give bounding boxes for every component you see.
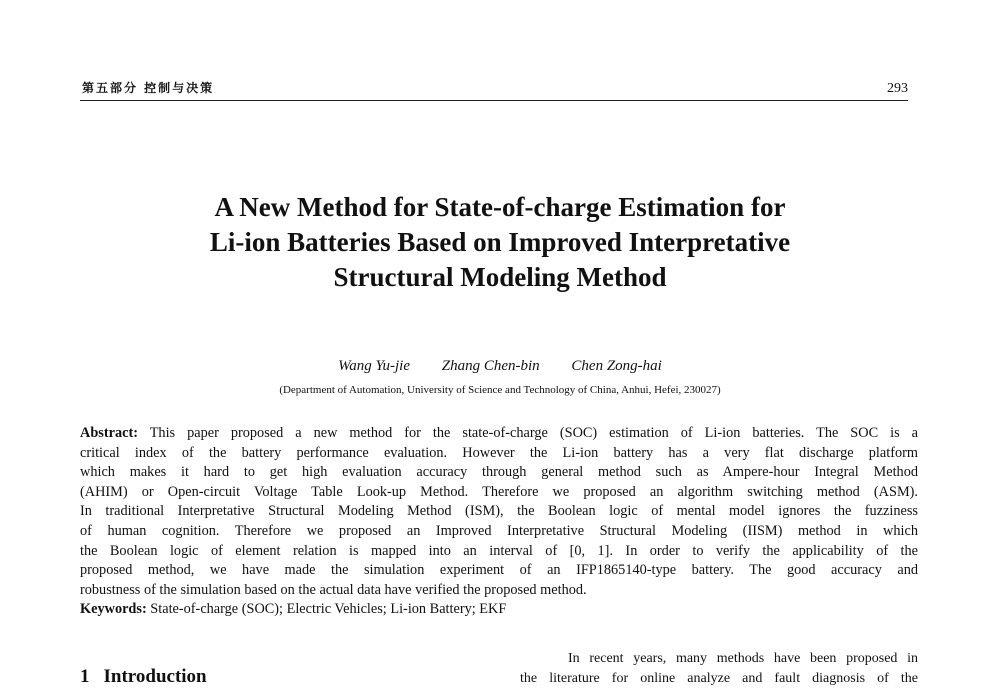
author: Chen Zong-hai <box>571 358 662 374</box>
keywords-label: Keywords: <box>80 601 147 618</box>
keywords <box>80 600 918 620</box>
affiliation: (Department of Automation, University of Science and Technology of China, Anhui, Hefei, 230027) <box>279 384 721 396</box>
abstract-line: (AHIM) or Open-circuit Voltage Table Look-up Method. Therefore we proposed an algorithm switching method (ASM). <box>80 483 918 500</box>
header-rule <box>80 100 908 101</box>
abstract-line: the Boolean logic of element relation is mapped into an interval of [0, 1]. In order to verify the applicability of the <box>80 542 918 559</box>
abstract-line: In traditional Interpretative Structural Modeling Method (ISM), the Boolean logic of mental model ignores the fuzziness <box>80 503 918 520</box>
author: Zhang Chen-bin <box>441 358 540 374</box>
body-line: the literature for online analyze and fault diagnosis of the <box>520 671 918 686</box>
abstract-text: This paper proposed a new method for the state-of-charge (SOC) estimation of Li-ion batteries. The SOC is a <box>149 425 918 441</box>
paper-title <box>0 190 1000 295</box>
page-number: 293 <box>887 81 908 96</box>
abstract-line: critical index of the battery performance evaluation. However the Li-ion battery has a very flat discharge platform <box>80 444 918 461</box>
author: Wang Yu-jie <box>338 358 410 374</box>
abstract-line: which makes it hard to get high evaluation accuracy through general method such as Ampere-hour Integral Method <box>80 464 918 481</box>
section-number: 1 <box>80 666 90 687</box>
title-line: A New Method for State-of-charge Estimation for <box>214 192 786 222</box>
body-line: In recent years, many methods have been proposed in <box>568 651 918 666</box>
section-heading-introduction <box>80 666 207 688</box>
abstract <box>80 424 918 620</box>
abstract-line: of human cognition. Therefore we proposed an Improved Interpretative Structural Modeling (IISM) method in which <box>80 522 918 539</box>
author-list <box>0 358 1000 375</box>
running-header-section: 第五部分 控制与决策 <box>82 81 215 95</box>
title-line: Li-ion Batteries Based on Improved Interpretative <box>209 227 791 257</box>
abstract-line: robustness of the simulation based on the actual data have verified the proposed method. <box>80 581 587 598</box>
keywords-text: State-of-charge (SOC); Electric Vehicles; Li-ion Battery; EKF <box>150 601 507 618</box>
introduction-text <box>520 649 918 689</box>
abstract-line <box>80 424 918 444</box>
section-title: Introduction <box>103 666 207 687</box>
abstract-line: proposed method, we have made the simulation experiment of an IFP1865140-type battery. The good accuracy and <box>80 562 918 579</box>
title-line: Structural Modeling Method <box>333 262 667 292</box>
abstract-label: Abstract: <box>80 425 138 441</box>
